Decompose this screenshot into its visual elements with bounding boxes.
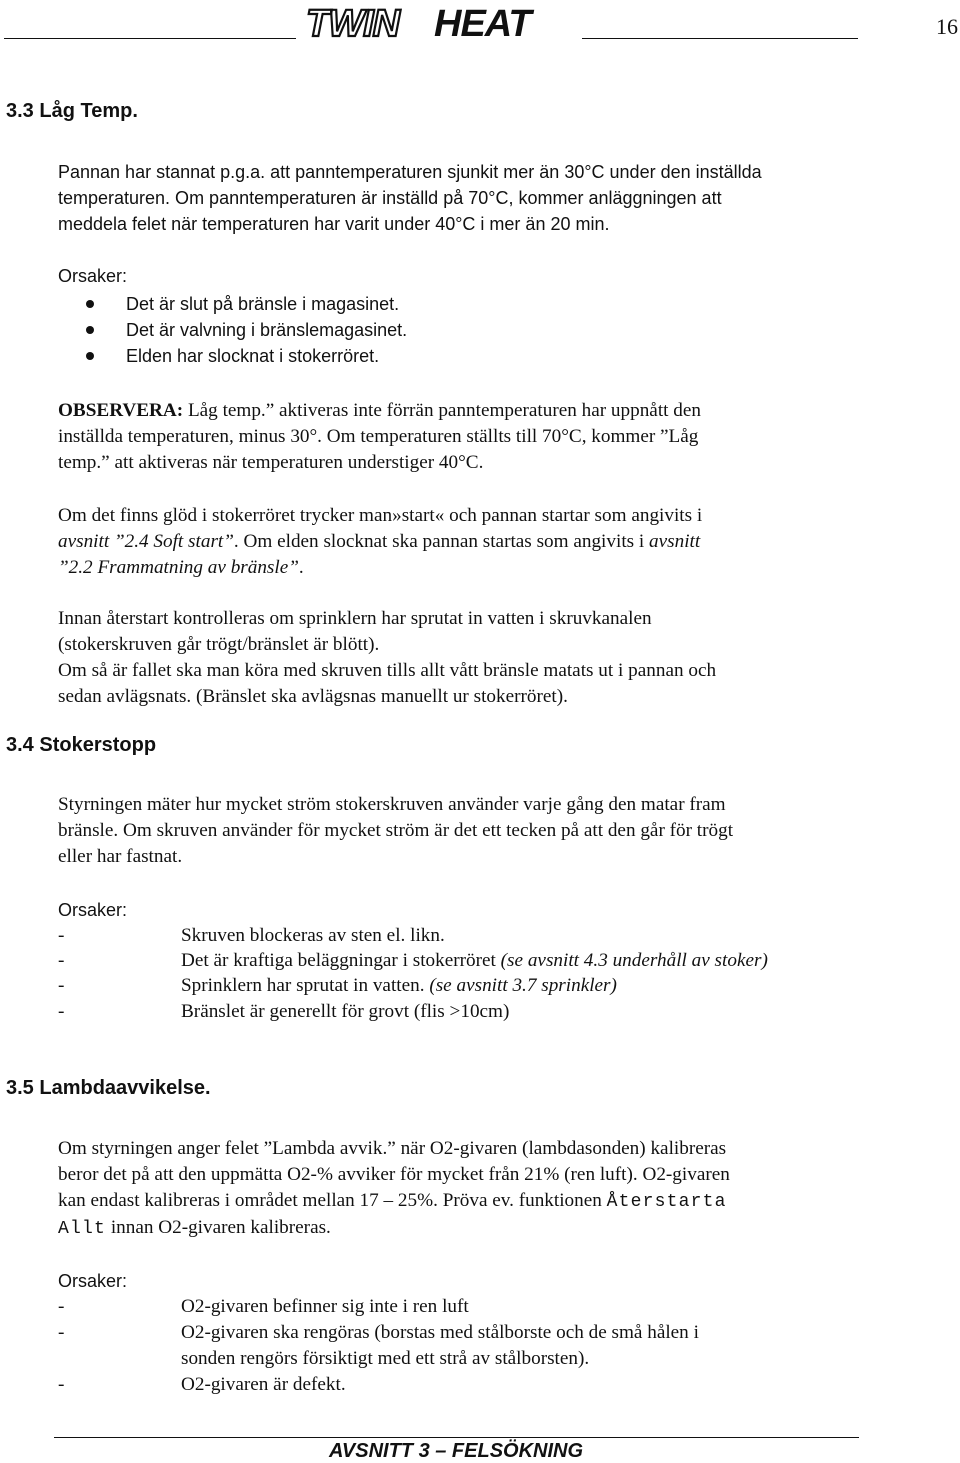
text-line: temperaturen. Om panntemperaturen är inställd på 70°C, kommer anläggningen att (58, 188, 722, 208)
bullet-icon (86, 352, 94, 360)
bullet-text: Det är valvning i bränslemagasinet. (126, 320, 408, 340)
section-3-3-title: 3.3 Låg Temp. (6, 100, 138, 122)
bullet-text: Elden har slocknat i stokerröret. (126, 346, 380, 366)
section-3-4-title: 3.4 Stokerstopp (6, 734, 157, 756)
text-line: meddela felet när temperaturen har varit under 40°C i mer än 20 min. (58, 214, 610, 234)
cause-text: O2-givaren är defekt. (181, 1374, 346, 1395)
text-line (58, 398, 858, 424)
text-span: Det är kraftiga beläggningar i stokerröret (181, 950, 501, 971)
cause-text (181, 999, 509, 1025)
text-line: Pannan har stannat p.g.a. att panntemperaturen sjunkit mer än 30°C under den inställda (58, 162, 762, 182)
dash-marker: - (58, 1374, 65, 1395)
text-span: Bränslet är generellt för grovt (flis >10cm) (181, 1001, 510, 1022)
svg-text:HEAT: HEAT (434, 3, 531, 41)
cause-text (181, 923, 445, 949)
text-line: Om det finns glöd i stokerröret trycker man»start« och pannan startar som angivits i (58, 505, 703, 526)
text-span: . (298, 557, 304, 578)
dash-marker: - (58, 1296, 65, 1317)
text-line: (stokerskruven går trögt/bränslet är blött). (58, 634, 380, 655)
text-span: Skruven blockeras av sten el. likn. (181, 925, 445, 946)
dash-marker: - (58, 925, 65, 946)
dash-marker: - (58, 975, 65, 996)
header-rule-right (582, 38, 858, 39)
text-span: Låg temp.” aktiveras inte förrän panntemperaturen har uppnått den (183, 400, 701, 421)
twin-heat-logo (302, 3, 578, 41)
dash-marker: - (58, 1322, 65, 1343)
text-span: . Om elden slocknat ska pannan startas som angivits i (233, 531, 650, 552)
text-line: Om styrningen anger felet ”Lambda avvik.” när O2-givaren (lambdasonden) kalibreras (58, 1138, 727, 1159)
text-line: temp.” att aktiveras när temperaturen understiger 40°C. (58, 452, 484, 473)
section-3-3-intro (58, 159, 858, 237)
causes-label: Orsaker: (58, 266, 128, 286)
dash-marker: - (58, 950, 65, 971)
cause-text (181, 948, 768, 974)
text-line (58, 1215, 858, 1242)
section-reference: avsnitt ”2.4 Soft start” (58, 531, 234, 552)
text-span: Sprinklern har sprutat in vatten. (181, 975, 430, 996)
text-line: Styrningen mäter hur mycket ström stokerskruven använder varje gång den matar fram (58, 794, 726, 815)
text-line: bränsle. Om skruven använder för mycket ström är det ett tecken på att den går för trögt (58, 820, 734, 841)
text-line: Om så är fallet ska man köra med skruven tills allt vått bränsle matats ut i pannan och (58, 660, 717, 681)
text-line: eller har fastnat. (58, 846, 183, 867)
section-3-4-intro (58, 792, 858, 870)
text-line (58, 1188, 858, 1215)
footer-rule (54, 1437, 859, 1438)
text-span: innan O2-givaren kalibreras. (106, 1217, 331, 1238)
sprinkler-paragraph (58, 606, 858, 710)
section-reference: ”2.2 Frammatning av bränsle” (58, 557, 299, 578)
section-3-5-title: 3.5 Lambdaavvikelse. (6, 1077, 211, 1099)
observera-label: OBSERVERA: (58, 400, 184, 421)
causes-label: Orsaker: (58, 900, 128, 920)
menu-function-name: Återstarta (606, 1192, 727, 1212)
section-3-5-intro (58, 1136, 858, 1242)
restart-paragraph (58, 503, 858, 581)
text-line (58, 529, 858, 555)
section-reference: (se avsnitt 3.7 sprinkler) (429, 975, 617, 996)
header-rule-left (4, 38, 296, 39)
section-reference: (se avsnitt 4.3 underhåll av stoker) (500, 950, 768, 971)
text-line (58, 555, 858, 581)
cause-text: O2-givaren befinner sig inte i ren luft (181, 1296, 469, 1317)
page-number: 16 (936, 14, 958, 39)
text-span: kan endast kalibreras i området mellan 17 – 25%. Pröva ev. funktionen (58, 1190, 607, 1211)
bullet-icon (86, 300, 94, 308)
text-line: inställda temperaturen, minus 30°. Om temperaturen ställts till 70°C, kommer ”Låg (58, 426, 699, 447)
observera-note (58, 398, 858, 476)
text-line: beror det på att den uppmätta O2-% avviker för mycket från 21% (ren luft). O2-givaren (58, 1164, 730, 1185)
cause-text: sonden rengörs försiktigt med ett strå av stålborsten). (181, 1348, 590, 1369)
section-reference: avsnitt (649, 531, 701, 552)
text-line: Innan återstart kontrolleras om sprinklern har sprutat in vatten i skruvkanalen (58, 608, 652, 629)
causes-label: Orsaker: (58, 1271, 128, 1291)
bullet-text: Det är slut på bränsle i magasinet. (126, 294, 400, 314)
cause-text: O2-givaren ska rengöras (borstas med stålborste och de små hålen i (181, 1322, 699, 1343)
svg-text:TWIN: TWIN (306, 3, 400, 41)
footer-title: AVSNITT 3 – FELSÖKNING (328, 1440, 584, 1462)
cause-text (181, 973, 617, 999)
text-line: sedan avlägsnats. (Bränslet ska avlägsnas manuellt ur stokerröret). (58, 686, 568, 707)
menu-function-name: Allt (58, 1219, 107, 1239)
bullet-icon (86, 326, 94, 334)
dash-marker: - (58, 1001, 65, 1022)
